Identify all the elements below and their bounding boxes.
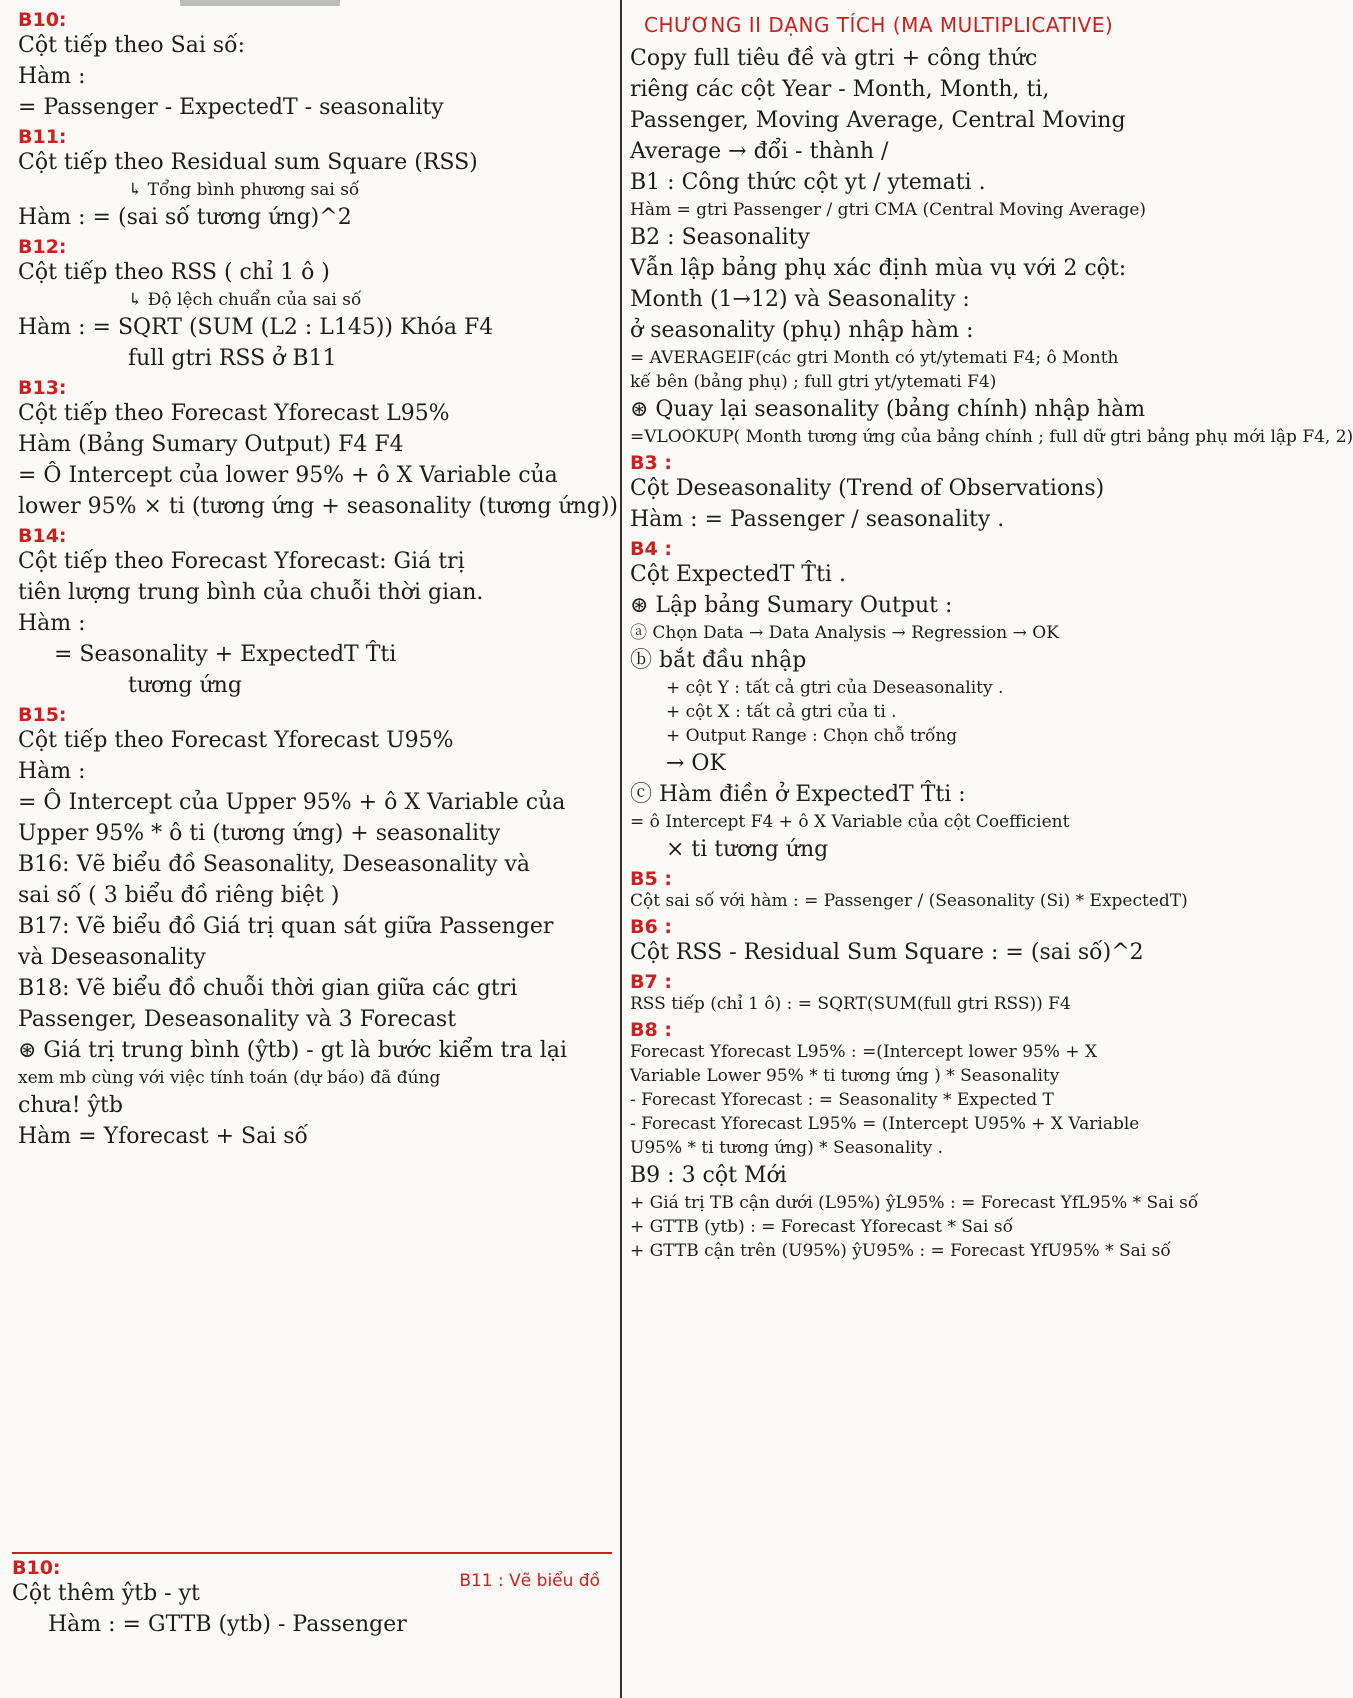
step-label: B10: bbox=[18, 9, 67, 31]
note-line: = Seasonality + ExpectedT T̂ti bbox=[54, 642, 397, 667]
note-line: Hàm = gtri Passenger / gtri CMA (Central Moving Average) bbox=[630, 200, 1147, 220]
note-line: B9 : 3 cột Mới bbox=[630, 1163, 787, 1188]
note-line: Hàm : bbox=[18, 611, 86, 636]
note-line: + GTTB (ytb) : = Forecast Yforecast * Sai số bbox=[630, 1217, 1013, 1237]
note-line: ⓐ Chọn Data → Data Analysis → Regression → OK bbox=[630, 623, 1059, 643]
bottom-tag: B11 : Vẽ biểu đồ bbox=[459, 1571, 600, 1591]
step-label: B8 : bbox=[630, 1019, 672, 1041]
note-line: RSS tiếp (chỉ 1 ô) : = SQRT(SUM(full gtri RSS)) F4 bbox=[630, 994, 1071, 1014]
note-line: Hàm : = Passenger / seasonality . bbox=[630, 507, 1005, 532]
note-line: = Passenger - ExpectedT - seasonality bbox=[18, 95, 444, 120]
note-line: Hàm (Bảng Sumary Output) F4 F4 bbox=[18, 432, 404, 457]
note-line: lower 95% × ti (tương ứng + seasonality (tương ứng)) bbox=[18, 494, 619, 519]
right-column bbox=[630, 6, 1353, 1696]
note-line: = Ô Intercept của lower 95% + ô X Variable của bbox=[18, 463, 558, 488]
bottom-line-1: Cột thêm ŷtb - yt bbox=[12, 1581, 200, 1606]
note-line: + Output Range : Chọn chỗ trống bbox=[666, 726, 958, 746]
note-line: Hàm : = (sai số tương ứng)^2 bbox=[18, 205, 352, 230]
note-line: B18: Vẽ biểu đồ chuỗi thời gian giữa các gtri bbox=[18, 976, 518, 1001]
note-line: ↳ Tổng bình phương sai số bbox=[128, 180, 360, 200]
note-line: = ô Intercept F4 + ô X Variable của cột Coefficient bbox=[630, 812, 1070, 832]
bottom-step: B10: bbox=[12, 1557, 61, 1579]
step-label: B5 : bbox=[630, 868, 672, 890]
note-line: Forecast Yforecast L95% : =(Intercept lower 95% + X bbox=[630, 1042, 1098, 1062]
note-line: + cột Y : tất cả gtri của Deseasonality . bbox=[666, 678, 1004, 698]
bottom-line-2: Hàm : = GTTB (ytb) - Passenger bbox=[48, 1612, 407, 1637]
note-line: Cột tiếp theo Forecast Yforecast: Giá trị bbox=[18, 549, 465, 574]
note-line: Passenger, Deseasonality và 3 Forecast bbox=[18, 1007, 457, 1032]
note-line: Copy full tiêu đề và gtri + công thức bbox=[630, 46, 1038, 71]
column-divider bbox=[620, 0, 622, 1698]
step-label: B15: bbox=[18, 704, 67, 726]
note-line: Upper 95% * ô ti (tương ứng) + seasonality bbox=[18, 821, 501, 846]
note-line: ⊛ Giá trị trung bình (ŷtb) - gt là bước kiểm tra lại bbox=[18, 1038, 567, 1063]
note-line: + cột X : tất cả gtri của ti . bbox=[666, 702, 897, 722]
note-line: Cột ExpectedT T̂ti . bbox=[630, 562, 846, 587]
step-label: B3 : bbox=[630, 452, 672, 474]
step-label: B14: bbox=[18, 525, 67, 547]
note-line: = AVERAGEIF(các gtri Month có yt/ytemati F4; ô Month bbox=[630, 348, 1119, 368]
note-line: = Ô Intercept của Upper 95% + ô X Variable của bbox=[18, 790, 566, 815]
note-line: + Giá trị TB cận dưới (L95%) ŷL95% : = Forecast YfL95% * Sai số bbox=[630, 1193, 1199, 1213]
note-line: B1 : Công thức cột yt / ytemati . bbox=[630, 170, 986, 195]
note-line: =VLOOKUP( Month tương ứng của bảng chính ; full dữ gtri bảng phụ mới lập F4, 2) bbox=[630, 427, 1353, 447]
note-line: - Forecast Yforecast L95% = (Intercept U95% + X Variable bbox=[630, 1114, 1140, 1134]
note-line: Hàm : bbox=[18, 759, 86, 784]
note-line: Passenger, Moving Average, Central Moving bbox=[630, 108, 1126, 133]
note-line: ⊛ Lập bảng Sumary Output : bbox=[630, 593, 953, 618]
note-line: Month (1→12) và Seasonality : bbox=[630, 287, 970, 312]
note-line: riêng các cột Year - Month, Month, ti, bbox=[630, 77, 1050, 102]
note-line: B2 : Seasonality bbox=[630, 225, 810, 250]
step-label: B11: bbox=[18, 126, 67, 148]
note-line: tương ứng bbox=[128, 673, 242, 698]
note-line: full gtri RSS ở B11 bbox=[128, 346, 337, 371]
bottom-note bbox=[12, 1552, 612, 1694]
note-line: chưa! ŷtb bbox=[18, 1093, 123, 1118]
note-line: ở seasonality (phụ) nhập hàm : bbox=[630, 318, 974, 343]
step-label: B12: bbox=[18, 236, 67, 258]
step-label: B4 : bbox=[630, 538, 672, 560]
note-line: ⓒ Hàm điền ở ExpectedT T̂ti : bbox=[630, 782, 966, 807]
note-line: B16: Vẽ biểu đồ Seasonality, Deseasonality và bbox=[18, 852, 531, 877]
note-line: Cột sai số với hàm : = Passenger / (Seasonality (Si) * ExpectedT) bbox=[630, 891, 1188, 911]
note-line: ⊛ Quay lại seasonality (bảng chính) nhập hàm bbox=[630, 397, 1146, 422]
note-line: kế bên (bảng phụ) ; full gtri yt/ytemati F4) bbox=[630, 372, 997, 392]
note-line: Hàm = Yforecast + Sai số bbox=[18, 1124, 308, 1149]
note-line: Cột tiếp theo RSS ( chỉ 1 ô ) bbox=[18, 260, 330, 285]
note-line: U95% * ti tương ứng) * Seasonality . bbox=[630, 1138, 944, 1158]
note-line: Vẫn lập bảng phụ xác định mùa vụ với 2 cột: bbox=[630, 256, 1127, 281]
step-label: B7 : bbox=[630, 971, 672, 993]
note-line: và Deseasonality bbox=[18, 945, 206, 970]
note-line: sai số ( 3 biểu đồ riêng biệt ) bbox=[18, 883, 340, 908]
note-line: Cột tiếp theo Residual sum Square (RSS) bbox=[18, 150, 478, 175]
step-label: B13: bbox=[18, 377, 67, 399]
chapter-heading: CHƯƠNG II DẠNG TÍCH (MA MULTIPLICATIVE) bbox=[644, 13, 1114, 37]
note-line: Hàm : = SQRT (SUM (L2 : L145)) Khóa F4 bbox=[18, 315, 494, 340]
note-line: xem mb cùng với việc tính toán (dự báo) đã đúng bbox=[18, 1068, 441, 1088]
note-line: → OK bbox=[666, 751, 726, 776]
note-line: Variable Lower 95% * ti tương ứng ) * Seasonality bbox=[630, 1066, 1060, 1086]
note-line: Cột tiếp theo Forecast Yforecast U95% bbox=[18, 728, 454, 753]
step-label: B6 : bbox=[630, 916, 672, 938]
note-line: Cột tiếp theo Sai số: bbox=[18, 33, 246, 58]
note-line: Hàm : bbox=[18, 64, 86, 89]
note-line: + GTTB cận trên (U95%) ŷU95% : = Forecast YfU95% * Sai số bbox=[630, 1241, 1171, 1261]
note-line: × ti tương ứng bbox=[666, 837, 829, 862]
note-line: B17: Vẽ biểu đồ Giá trị quan sát giữa Passenger bbox=[18, 914, 554, 939]
note-line: tiên lượng trung bình của chuỗi thời gian. bbox=[18, 580, 484, 605]
note-line: - Forecast Yforecast : = Seasonality * Expected T bbox=[630, 1090, 1054, 1110]
note-line: ↳ Độ lệch chuẩn của sai số bbox=[128, 290, 362, 310]
note-line: ⓑ bắt đầu nhập bbox=[630, 648, 807, 673]
note-line: Cột RSS - Residual Sum Square : = (sai số)^2 bbox=[630, 940, 1144, 965]
note-line: Average → đổi - thành / bbox=[630, 139, 889, 164]
left-column bbox=[18, 6, 619, 1696]
note-line: Cột Deseasonality (Trend of Observations) bbox=[630, 476, 1105, 501]
note-line: Cột tiếp theo Forecast Yforecast L95% bbox=[18, 401, 450, 426]
